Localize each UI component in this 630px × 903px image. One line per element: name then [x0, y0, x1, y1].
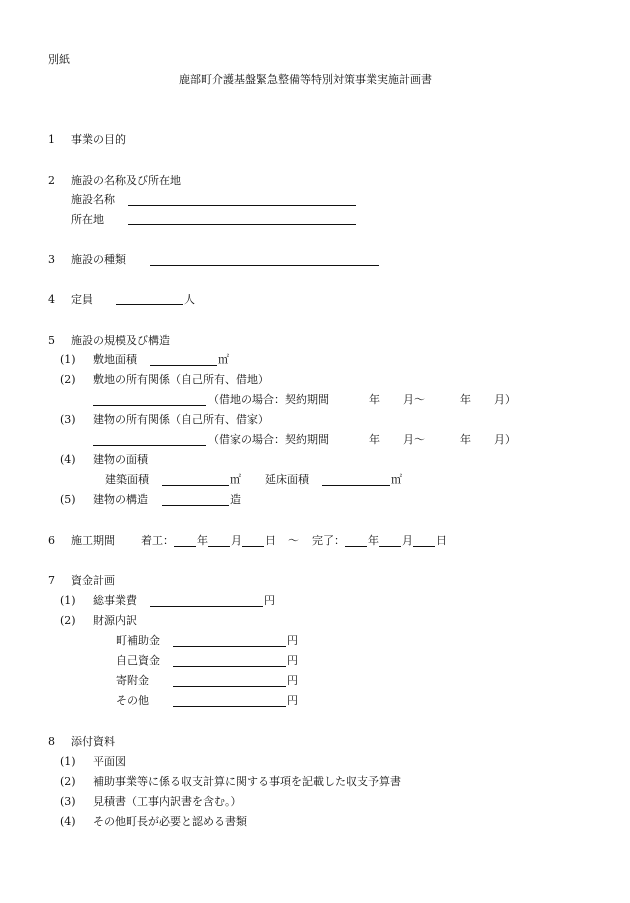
- land-lease-year1: 年: [369, 393, 380, 406]
- building-lease-year2: 年: [460, 433, 471, 446]
- s5-item2-number: (2): [60, 373, 76, 386]
- section-8-title: 添付資料: [71, 735, 115, 748]
- facility-location-label: 所在地: [71, 213, 104, 226]
- funding-source-label: その他: [116, 694, 149, 707]
- facility-name-label: 施設名称: [71, 193, 115, 206]
- s5-item4-number: (4): [60, 453, 76, 466]
- funding-source-label: 自己資金: [116, 654, 160, 667]
- building-structure-unit: 造: [230, 493, 241, 506]
- funding-source-field[interactable]: [173, 646, 286, 647]
- section-4-title: 定員: [71, 293, 93, 306]
- section-1-title: 事業の目的: [71, 133, 126, 146]
- total-cost-label: 総事業費: [93, 594, 137, 607]
- facility-location-field[interactable]: [128, 224, 356, 225]
- end-day-field[interactable]: [413, 546, 435, 547]
- section-3-number: 3: [48, 253, 55, 266]
- land-lease-year2: 年: [460, 393, 471, 406]
- attachment-item-text: 補助事業等に係る収支計算に関する事項を記載した収支予算書: [93, 775, 401, 788]
- page-title: 鹿部町介護基盤緊急整備等特別対策事業実施計画書: [179, 73, 432, 86]
- building-lease-month1: 月～: [403, 433, 425, 446]
- start-day-field[interactable]: [242, 546, 264, 547]
- start-year-unit: 年: [197, 534, 208, 547]
- construction-start-label: 着工：: [141, 534, 174, 547]
- s5-item5-number: (5): [60, 493, 76, 506]
- period-tilde: ～: [288, 534, 299, 547]
- funding-breakdown-label: 財源内訳: [93, 614, 137, 627]
- end-year-field[interactable]: [345, 546, 367, 547]
- attachment-item-number: (3): [60, 795, 76, 808]
- site-area-unit: ㎡: [218, 353, 229, 366]
- funding-source-field[interactable]: [173, 666, 286, 667]
- funding-source-unit: 円: [287, 694, 298, 707]
- section-2-number: 2: [48, 174, 55, 187]
- start-year-field[interactable]: [174, 546, 196, 547]
- attachment-item-number: (1): [60, 755, 76, 768]
- start-day-unit: 日: [265, 534, 276, 547]
- attachment-item-text: 見積書（工事内訳書を含む。）: [93, 795, 242, 808]
- building-ownership-field[interactable]: [93, 445, 206, 446]
- s7-item2-number: (2): [60, 614, 76, 627]
- s5-item1-number: (1): [60, 353, 76, 366]
- funding-source-label: 町補助金: [116, 634, 160, 647]
- floor-area-label: 延床面積: [265, 473, 309, 486]
- capacity-unit: 人: [184, 293, 195, 306]
- s5-item3-number: (3): [60, 413, 76, 426]
- building-structure-field[interactable]: [162, 505, 229, 506]
- section-5-number: 5: [48, 334, 55, 347]
- facility-type-field[interactable]: [150, 265, 379, 266]
- section-6-number: 6: [48, 534, 55, 547]
- funding-source-field[interactable]: [173, 706, 286, 707]
- funding-source-field[interactable]: [173, 686, 286, 687]
- building-ownership-label: 建物の所有関係（自己所有、借家）: [93, 413, 269, 426]
- attachment-item-number: (2): [60, 775, 76, 788]
- attachment-item-number: (4): [60, 815, 76, 828]
- funding-source-label: 寄附金: [116, 674, 149, 687]
- section-7-title: 資金計画: [71, 574, 115, 587]
- section-8-number: 8: [48, 735, 55, 748]
- attachment-label: 別紙: [48, 53, 70, 66]
- land-lease-month2: 月）: [494, 393, 516, 406]
- land-ownership-field[interactable]: [93, 405, 206, 406]
- section-4-number: 4: [48, 293, 55, 306]
- construction-end-label: 完了：: [312, 534, 345, 547]
- section-1-number: 1: [48, 133, 55, 146]
- building-area-field[interactable]: [162, 485, 229, 486]
- start-month-unit: 月: [231, 534, 242, 547]
- land-ownership-label: 敷地の所有関係（自己所有、借地）: [93, 373, 269, 386]
- end-day-unit: 日: [436, 534, 447, 547]
- section-3-title: 施設の種類: [71, 253, 126, 266]
- funding-source-unit: 円: [287, 634, 298, 647]
- building-lease-year1: 年: [369, 433, 380, 446]
- floor-area-field[interactable]: [322, 485, 390, 486]
- capacity-field[interactable]: [116, 304, 183, 305]
- floor-area-unit: ㎡: [391, 473, 402, 486]
- land-lease-note: （借地の場合：契約期間: [208, 393, 329, 406]
- building-lease-note: （借家の場合：契約期間: [208, 433, 329, 446]
- section-2-title: 施設の名称及び所在地: [71, 174, 181, 187]
- total-cost-unit: 円: [264, 594, 275, 607]
- section-5-title: 施設の規模及び構造: [71, 334, 170, 347]
- building-area-heading: 建物の面積: [93, 453, 148, 466]
- end-year-unit: 年: [368, 534, 379, 547]
- land-lease-month1: 月～: [403, 393, 425, 406]
- total-cost-field[interactable]: [150, 606, 263, 607]
- facility-name-field[interactable]: [128, 205, 356, 206]
- end-month-unit: 月: [402, 534, 413, 547]
- building-lease-month2: 月）: [494, 433, 516, 446]
- attachment-item-text: その他町長が必要と認める書類: [93, 815, 247, 828]
- funding-source-unit: 円: [287, 654, 298, 667]
- funding-source-unit: 円: [287, 674, 298, 687]
- s7-item1-number: (1): [60, 594, 76, 607]
- section-7-number: 7: [48, 574, 55, 587]
- section-6-title: 施工期間: [71, 534, 115, 547]
- building-area-label: 建築面積: [105, 473, 149, 486]
- site-area-field[interactable]: [150, 365, 217, 366]
- building-area-unit: ㎡: [230, 473, 241, 486]
- attachment-item-text: 平面図: [93, 755, 126, 768]
- site-area-label: 敷地面積: [93, 353, 137, 366]
- start-month-field[interactable]: [208, 546, 230, 547]
- end-month-field[interactable]: [379, 546, 401, 547]
- building-structure-label: 建物の構造: [93, 493, 148, 506]
